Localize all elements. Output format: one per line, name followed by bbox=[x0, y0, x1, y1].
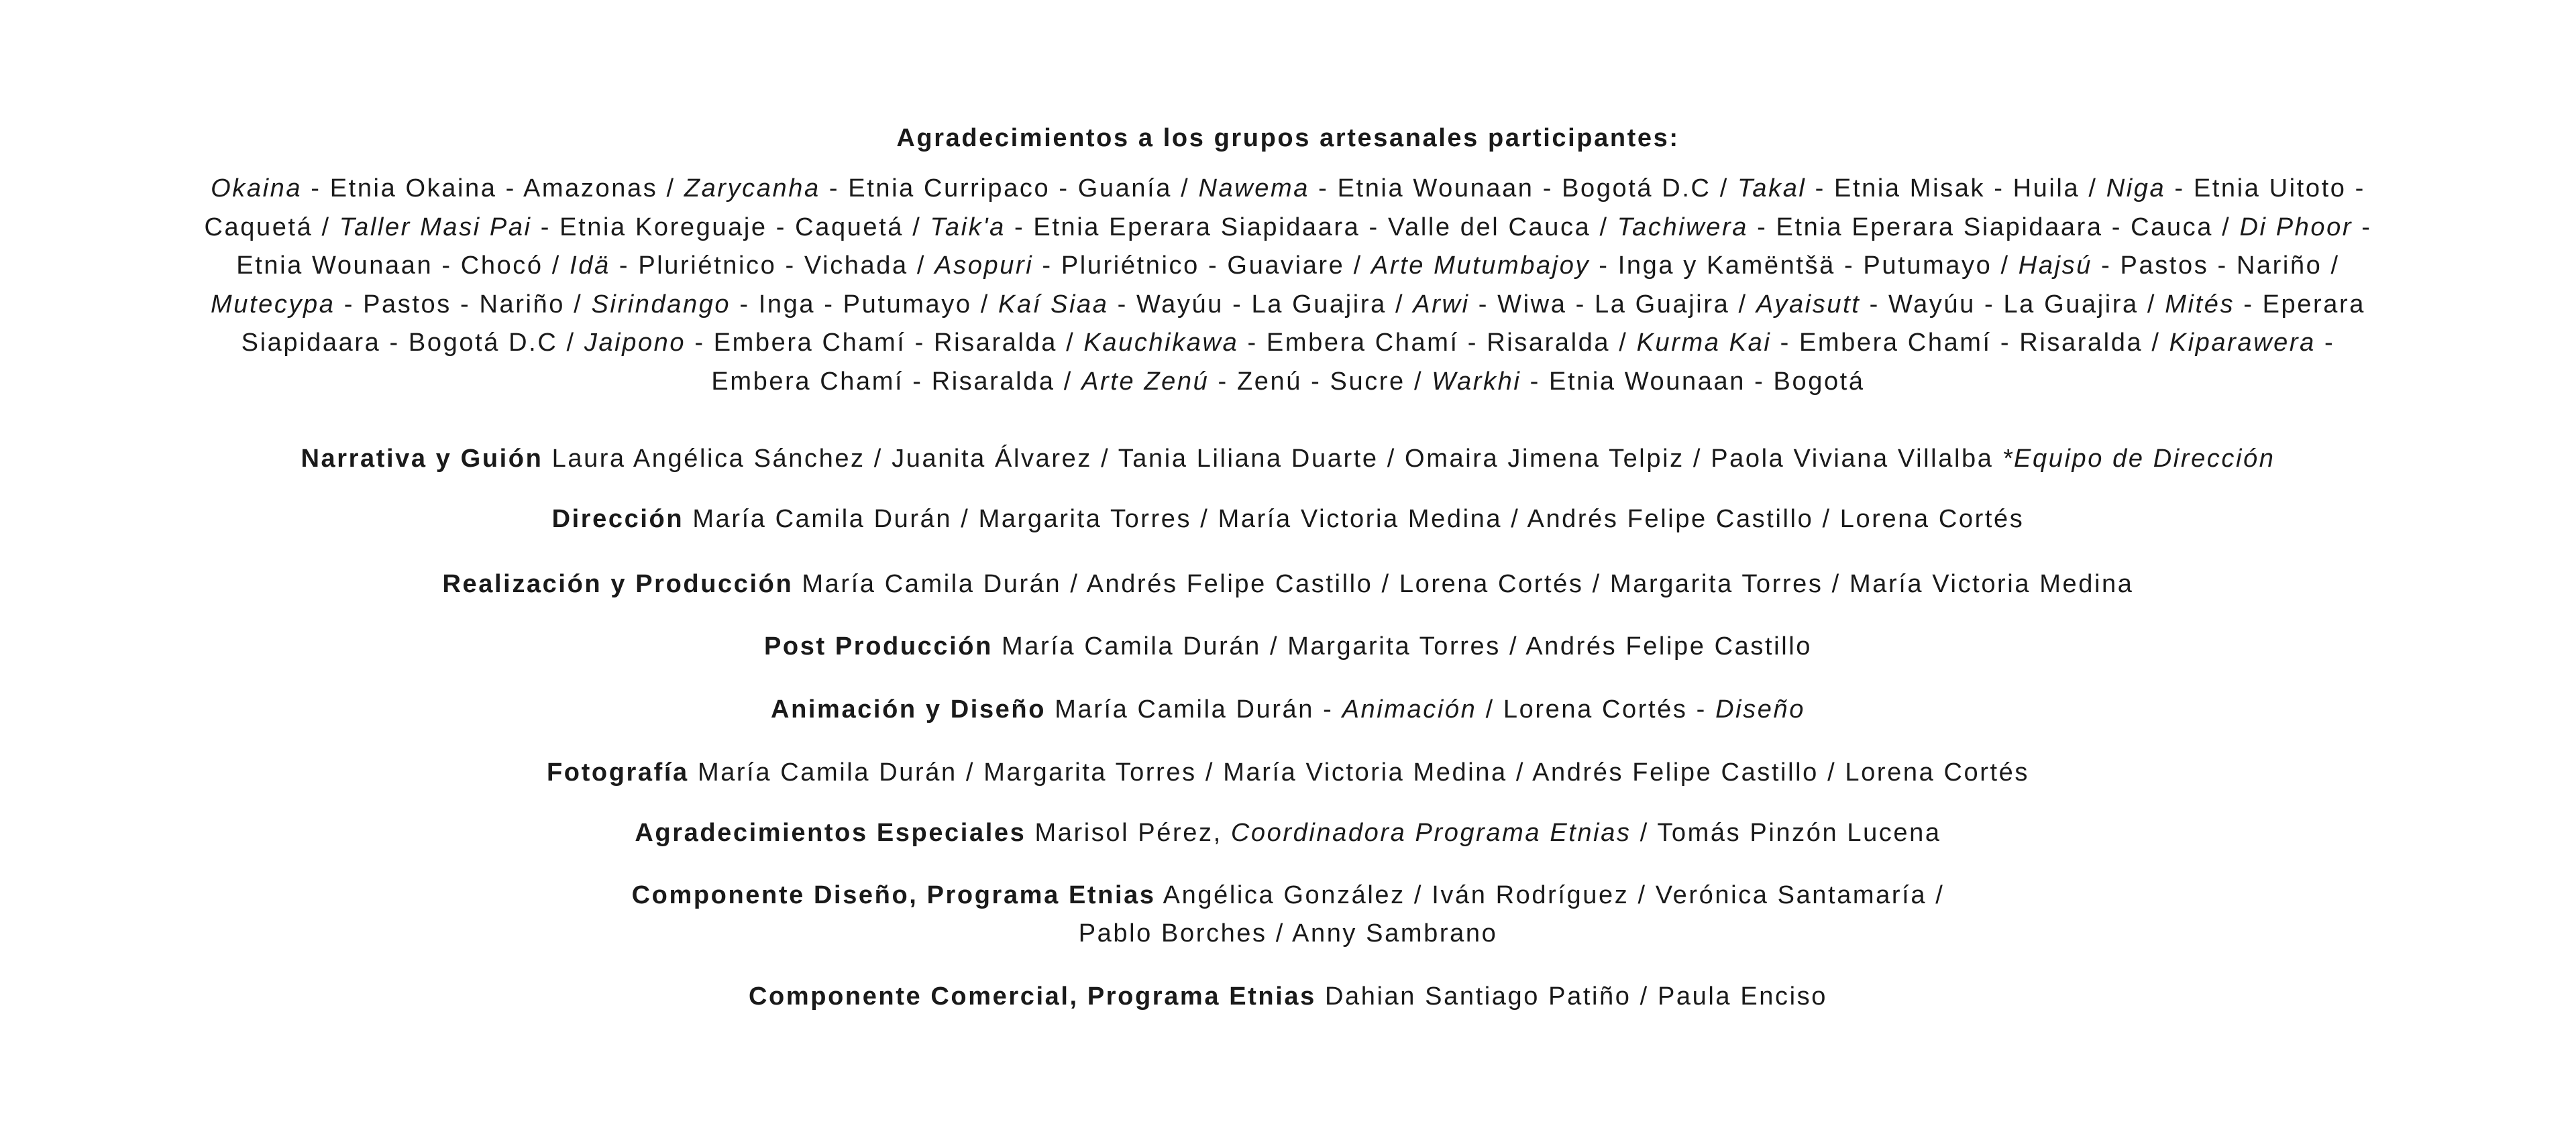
artisan-group-name: Kiparawera bbox=[2169, 329, 2316, 357]
credit-postproduccion bbox=[0, 628, 2576, 666]
artisan-group-name: Sirindango bbox=[591, 290, 731, 319]
artisan-group-name: Zarycanha bbox=[684, 174, 820, 203]
artisan-group-desc: - Pastos - Nariño / bbox=[335, 290, 592, 319]
credit-note: *Equipo de Dirección bbox=[2002, 445, 2275, 473]
artisan-group-name: Niga bbox=[2106, 174, 2166, 203]
artisan-group-desc: - Inga y Kamëntšä - Putumayo / bbox=[1590, 251, 2019, 280]
artisan-group-desc: - Embera Chamí - Risaralda / bbox=[686, 329, 1084, 357]
artisan-group-name: Warkhi bbox=[1432, 367, 1521, 396]
artisan-group-desc: - Pastos - Nariño / bbox=[2092, 251, 2340, 280]
artisan-group-name: Kauchikawa bbox=[1083, 329, 1239, 357]
credit-label: Realización y Producción bbox=[442, 570, 794, 598]
credit-role: Coordinadora Programa Etnias bbox=[1230, 819, 1631, 847]
artisan-group-name: Asopuri bbox=[934, 251, 1034, 280]
artisan-group-desc: - Etnia Wounaan - Chocó / bbox=[236, 213, 2372, 280]
credit-role: Animación bbox=[1342, 695, 1477, 724]
credit-label: Narrativa y Guión bbox=[301, 445, 543, 473]
artisan-group-desc: - Embera Chamí - Risaralda / bbox=[711, 329, 2335, 396]
artisan-group-desc: - Embera Chamí - Risaralda / bbox=[1771, 329, 2169, 357]
credit-narrativa bbox=[0, 440, 2576, 478]
credit-componente-diseno bbox=[617, 876, 1959, 953]
artisan-group-name: Okaina bbox=[211, 174, 303, 203]
artisan-group-name: Jaipono bbox=[584, 329, 686, 357]
credit-direccion bbox=[0, 500, 2576, 538]
artisan-group-desc: - Pluriétnico - Guaviare / bbox=[1033, 251, 1371, 280]
artisan-group-name: Taik'a bbox=[930, 213, 1006, 241]
artisan-group-name: Mités bbox=[2165, 290, 2235, 319]
artisan-group-name: Kurma Kai bbox=[1636, 329, 1772, 357]
artisan-group-desc: - Zenú - Sucre / bbox=[1209, 367, 1432, 396]
artisan-group-name: Di Phoor bbox=[2239, 213, 2353, 241]
artisan-group-desc: - Inga - Putumayo / bbox=[731, 290, 999, 319]
artisan-group-desc: - Wayúu - La Guajira / bbox=[1108, 290, 1413, 319]
credit-role: Diseño bbox=[1715, 695, 1805, 724]
credit-names: María Camila Durán / Margarita Torres / Andrés Felipe Castillo bbox=[992, 632, 1813, 661]
credit-names: María Camila Durán / Margarita Torres / María Victoria Medina / Andrés Felipe Castillo / Lorena Cortés bbox=[688, 758, 2029, 787]
credit-names: María Camila Durán / Margarita Torres / María Victoria Medina / Andrés Felipe Castillo / Lorena Cortés bbox=[684, 505, 2025, 533]
artisan-group-desc: - Etnia Curripaco - Guanía / bbox=[820, 174, 1199, 203]
artisan-group-name: Arte Zenú bbox=[1081, 367, 1210, 396]
credit-label: Dirección bbox=[551, 505, 684, 533]
artisan-group-desc: - Wayúu - La Guajira / bbox=[1860, 290, 2165, 319]
credit-names: Dahian Santiago Patiño / Paula Enciso bbox=[1316, 982, 1827, 1011]
credit-componente-comercial bbox=[0, 978, 2576, 1016]
artisan-group-desc: - Embera Chamí - Risaralda / bbox=[1238, 329, 1637, 357]
artisan-group-desc: - Etnia Eperara Siapidaara - Cauca / bbox=[1748, 213, 2240, 241]
credit-label: Componente Diseño, Programa Etnias bbox=[631, 881, 1156, 909]
credit-realizacion bbox=[0, 565, 2576, 604]
artisan-group-name: Taller Masi Pai bbox=[339, 213, 532, 241]
credit-fotografia bbox=[0, 754, 2576, 792]
credit-names: María Camila Durán / Andrés Felipe Castillo / Lorena Cortés / Margarita Torres / María Victoria Medina bbox=[793, 570, 2134, 598]
artisan-group-desc: - Etnia Koreguaje - Caquetá / bbox=[531, 213, 930, 241]
artisan-group-name: Nawema bbox=[1198, 174, 1310, 203]
artisan-group-name: Arwi bbox=[1413, 290, 1470, 319]
credit-names: Marisol Pérez, bbox=[1026, 819, 1231, 847]
credit-animacion bbox=[0, 691, 2576, 729]
artisan-group-name: Ayaisutt bbox=[1756, 290, 1861, 319]
credit-label: Fotografía bbox=[547, 758, 689, 787]
credit-names: Laura Angélica Sánchez / Juanita Álvarez / Tania Liliana Duarte / Omaira Jimena Telpiz / Paola Viviana Villalba bbox=[543, 445, 2002, 473]
artisan-group-name: Hajsú bbox=[2018, 251, 2092, 280]
artisan-groups-list bbox=[188, 170, 2388, 401]
artisan-group-desc: - Wiwa - La Guajira / bbox=[1469, 290, 1756, 319]
artisan-group-desc: - Etnia Wounaan - Bogotá bbox=[1521, 367, 1865, 396]
artisan-group-name: Takal bbox=[1737, 174, 1807, 203]
page-title: Agradecimientos a los grupos artesanales participantes: bbox=[896, 124, 1680, 152]
credit-label: Componente Comercial, Programa Etnias bbox=[749, 982, 1316, 1011]
artisan-group-desc: - Etnia Okaina - Amazonas / bbox=[302, 174, 684, 203]
credit-label: Animación y Diseño bbox=[771, 695, 1046, 724]
artisan-group-name: Arte Mutumbajoy bbox=[1371, 251, 1591, 280]
credit-names: / Lorena Cortés - bbox=[1477, 695, 1716, 724]
artisan-group-desc: - Etnia Uitoto - Caquetá / bbox=[204, 174, 2365, 241]
artisan-group-desc: - Etnia Wounaan - Bogotá D.C / bbox=[1309, 174, 1738, 203]
artisan-group-name: Tachiwera bbox=[1617, 213, 1748, 241]
credit-label: Post Producción bbox=[763, 632, 993, 661]
artisan-group-name: Mutecypa bbox=[210, 290, 335, 319]
credit-names: / Tomás Pinzón Lucena bbox=[1631, 819, 1941, 847]
artisan-group-name: Idä bbox=[570, 251, 610, 280]
artisan-group-desc: - Etnia Eperara Siapidaara - Valle del Cauca / bbox=[1005, 213, 1617, 241]
artisan-group-desc: - Pluriétnico - Vichada / bbox=[610, 251, 935, 280]
credit-label: Agradecimientos Especiales bbox=[635, 819, 1026, 847]
artisan-group-name: Kaí Siaa bbox=[998, 290, 1109, 319]
artisan-group-desc: - Eperara Siapidaara - Bogotá D.C / bbox=[241, 290, 2366, 357]
credit-names: Angélica González / Iván Rodríguez / Verónica Santamaría / Pablo Borches / Anny Sambrano bbox=[1078, 881, 1945, 948]
artisan-group-desc: - Etnia Misak - Huila / bbox=[1806, 174, 2106, 203]
credit-names: María Camila Durán - bbox=[1046, 695, 1342, 724]
credit-especiales bbox=[0, 814, 2576, 852]
